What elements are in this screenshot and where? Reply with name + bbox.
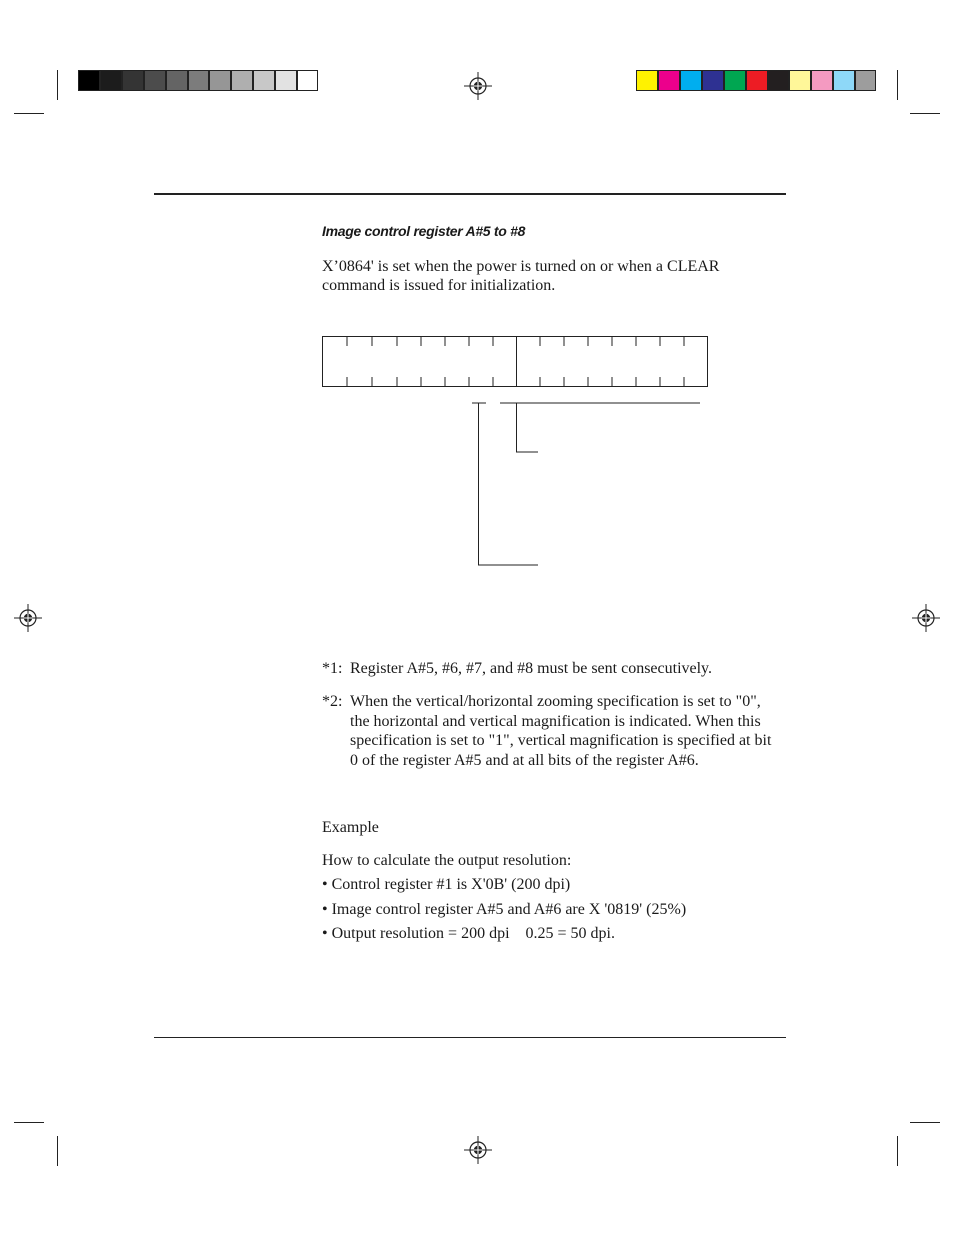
gray-swatch: [231, 70, 253, 91]
footnote-2: [322, 692, 792, 770]
gray-swatch: [209, 70, 231, 91]
crop-mark: [57, 70, 58, 100]
registration-mark-icon: [912, 604, 940, 632]
footnote-number: *2:: [322, 693, 343, 710]
registration-mark-icon: [14, 604, 42, 632]
footnote-text: When the vertical/horizontal zooming specification is set to "0",: [350, 693, 761, 710]
gray-swatch: [78, 70, 100, 91]
color-swatch: [746, 70, 768, 91]
footnote-1: [322, 659, 792, 679]
intro-line: command is issued for initialization.: [322, 277, 556, 294]
crop-mark: [57, 1136, 58, 1166]
color-swatch: [789, 70, 811, 91]
gray-swatch: [100, 70, 122, 91]
register-bit-diagram: [318, 332, 713, 572]
color-swatch: [658, 70, 680, 91]
footnote-number: *1:: [322, 660, 343, 677]
footnote-text: the horizontal and vertical magnification is indicated. When this: [350, 712, 761, 730]
crop-mark: [14, 113, 44, 114]
gray-swatch: [144, 70, 166, 91]
example-lead: How to calculate the output resolution:: [322, 852, 572, 869]
gray-swatch: [188, 70, 209, 91]
example-bullet: • Image control register A#5 and A#6 are X '0819' (25%): [322, 901, 687, 918]
gray-swatch: [275, 70, 297, 91]
color-swatch: [855, 70, 876, 91]
registration-mark-icon: [464, 72, 492, 100]
footer-rule: [154, 1037, 786, 1038]
color-swatch: [724, 70, 746, 91]
color-swatch: [702, 70, 724, 91]
gray-swatch: [253, 70, 275, 91]
intro-line: X’0864' is set when the power is turned on or when a CLEAR: [322, 258, 720, 275]
footnote-text: specification is set to "1", vertical magnification is specified at bit: [350, 732, 772, 749]
example-bullet: • Output resolution = 200 dpi 0.25 = 50 dpi.: [322, 925, 615, 942]
registration-mark-icon: [464, 1136, 492, 1164]
footnote-text: 0 of the register A#5 and at all bits of the register A#6.: [350, 751, 699, 769]
section-heading: Image control register A#5 to #8: [322, 223, 526, 239]
color-swatch: [636, 70, 658, 91]
gray-swatch: [166, 70, 188, 91]
footnote-text: Register A#5, #6, #7, and #8 must be sent consecutively.: [350, 660, 713, 677]
gray-swatch: [122, 70, 144, 91]
color-swatch: [833, 70, 855, 91]
color-swatch: [768, 70, 789, 91]
gray-swatch: [297, 70, 318, 91]
crop-mark: [910, 113, 940, 114]
crop-mark: [897, 1136, 898, 1166]
crop-mark: [14, 1122, 44, 1123]
color-swatch: [811, 70, 833, 91]
example-title: Example: [322, 819, 379, 836]
crop-mark: [897, 70, 898, 100]
color-swatch: [680, 70, 702, 91]
example-bullet: • Control register #1 is X'0B' (200 dpi): [322, 876, 571, 893]
crop-mark: [910, 1122, 940, 1123]
header-rule: [154, 193, 786, 195]
